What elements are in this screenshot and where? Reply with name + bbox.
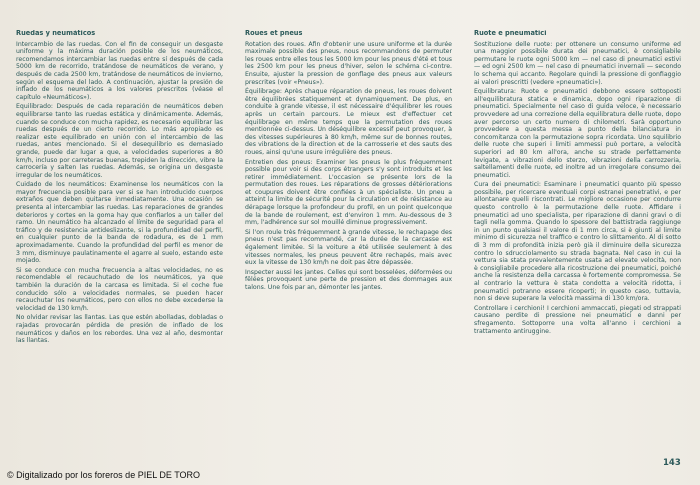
scan-credit: © Digitalizado por los foreros de PIEL DE TORO — [7, 470, 201, 480]
paragraph: Si l'on roule très fréquemment à grande vitesse, le rechapage des pneus n'est pas recommandé, car la durée de la carcasse est également limitée. Si la voiture a été utilisée seulement à des vitesses normales, les pneus peuvent être rechapés, mais avec eux la vitesse de 130 km/h ne doit pas être dépassée. — [245, 228, 452, 267]
paragraph: Cuidado de los neumáticos: Examinense los neumáticos con la mayor frecuencia posible para ver si se han introducido cuerpos extraños que deben quitarse inmediatamente. Una ocasión se presenta al intercambiar las ruedas. Las reparaciones de grandes deterioros y cortes en la goma hay que confiarlos a un taller del ramo. Un neumático ha alcanzado el límite de seguridad para el tráfico y de resistencia antideslizante, si la profundidad del perfil, en cualquier punto de la banda de rodadura, es de 1 mm aproximadamente. Cuando la profundidad del perfil es menor de 3 mm, disminuye paulatinamente el agarre al suelo, estando este mojado. — [16, 181, 223, 265]
paragraph: Inspecter aussi les jantes. Celles qui sont bosselées, déformées ou fêlées provoquent une perte de pression et des dommages aux talons. Une fois par an, démonter les jantes. — [245, 268, 452, 291]
text-column-italian — [474, 30, 681, 470]
section-heading: Ruote e pneumatici — [474, 30, 547, 37]
paragraph: Sostituzione delle ruote: per ottenere un consumo uniforme ed una maggior possibile durata dei pneumatici, è consigliabile permutare le ruote ogni 5000 km — nel caso di pneumatici estivi — ed ogni 2500 km — nel caso di pneumatici invernali — secondo lo schema qui accanto. Regolare quindi la pressione di gonfiaggio ai valori prescritti (vedere «pneumatici»). — [474, 40, 681, 86]
paragraph: Équilibrage: Après chaque réparation de pneus, les roues doivent être équilibrées statiquement et dynamiquement. De plus, en conduite à grande vitesse, il est nécessaire d'équilibrer les roues après un certain parcours. Le mieux est d'effectuer cet équilibrage en même temps que la permutation des roues mentionnée ci-dessus. Un déséquilibre excessif peut provoquer, à des vitesses supérieures à 80 km/h, même sur de bonnes routes, des vibrations de la direction et de la carrosserie et des sauts des roues, ainsi qu'une usure irrégulière des pneus. — [245, 88, 452, 156]
page-number: 143 — [663, 458, 681, 468]
paragraph: Controllare i cerchioni! I cerchioni ammaccati, piegati od strappati causano perdite di pressione nei pneumatici e danni per sfregamento. Sottoporre una volta all'anno i cerchioni a trattamento antiruggine. — [474, 304, 681, 335]
section-heading: Roues et pneus — [245, 30, 303, 37]
paragraph: No olvidar revisar las llantas. Las que estén abolladas, dobladas o rajadas provocarán pérdida de presión de inflado de los neumáticos y daños en los rebordes. Una vez al año, desmontar las llantas. — [16, 314, 223, 345]
paragraph: Rotation des roues. Afin d'obtenir une usure uniforme et la durée maximale possible des pneus, nous recommandons de permuter les roues entre elles tous les 5000 km pour les pneus d'été et tous les 2500 km pour les pneus d'hiver, selon le schéma ci-contre. Ensuite, ajuster la pression de gonflage des pneus aux valeurs prescrites (voir «Pneus»). — [245, 40, 452, 86]
text-column-french — [245, 30, 452, 475]
text-column-spanish — [16, 30, 223, 450]
paragraph: Cura dei pneumatici: Esaminare i pneumatici quanto più spesso possibile, per ricercare eventuali corpi estranei penetrativi, e per allontanare quelli riscontrati. Le migliore occasione per condurre questo controllo è la permutazione delle ruote. Affidare i pneumatici ad uno specialista, per riparazione di danni gravi o di tagli nella gomma. Quando lo spessore del battistrada raggiunge in un punto qualsiasi il valore di 1 mm circa, si è giunti al limite minimo di sicurezza nel traffico e contro lo slittamento. Al di sotto di 3 mm di profondità inizia però già il diminuire della sicurezza contro lo sdrucciolamento su strada bagnata. Nel caso in cui la vettura sia stata prevalentemente usata ad elevate velocità, non è consigliabile procedere alla ricostruzione dei pneumatici, poiché anche la resistenza della carcassa è fortemente compromessa. Se al contrario la vettura è stata condotta a velocità ridotta, i pneumatici potranno essere ricoperti; in questo caso, tuttavia, non si deve superare la velocità massima di 130 km/ora. — [474, 181, 681, 303]
section-heading: Ruedas y neumáticos — [16, 30, 96, 37]
paragraph: Intercambio de las ruedas. Con el fin de conseguir un desgaste uniforme y la máxima duración posible de los neumáticos, recomendamos intercambiar las ruedas entre sí después de cada 5000 km de recorrido, tratándose de neumáticos de verano, y después de cada 2500 km, tratándose de neumáticos de invierno, según el esquema del lado. A continuación, ajustar la presión de inflado de los neumáticos a los valores prescritos (véase el capítulo «Neumáticos»). — [16, 40, 223, 101]
paragraph: Equilibratura: Ruote e pneumatici debbono essere sottoposti all'equilibratura statica e dinamica, dopo ogni riparazione di pneumatici. Specialmente nel caso di guida veloce, è necessario provvedere ad una correzione della equilibratura delle ruote, dopo aver percorso un certo numero di chilometri. Sarà opportuno provvedere a questa messa a punto della bilanciatura in concomitanza con la permutazione sopra ricordata. Uno squilibrio delle ruote che superi i limiti ammessi può portare, a velocità superiori ad 80 km all'ora, anche su strade perfettamente levigate, a vibrazioni dello sterzo, vibrazioni della carrozzeria, saltellamenti delle ruote, ed inoltre ad un irregolare consumo dei pneumatici. — [474, 88, 681, 179]
paragraph: Equilibrado: Después de cada reparación de neumáticos deben equilibrarse tanto las ruedas estática y dinámicamente. Además, cuando se conduce con mucha rapidez, es necesario equilibrar las ruedas después de un cierto recorrido. Lo más apropiado es realizar este equilibrado en unión con el intercambio de las ruedas, antes mencionado. Si el desequilibrio es demasiado grande, puede dar lugar a que, a velocidades superiores a 80 km/h, incluso por carreteras buenas, trepiden la dirección, vibre la carrocería y salten las ruedas. Además, se origina un desgaste irregular de los neumáticos. — [16, 103, 223, 179]
paragraph: Si se conduce con mucha frecuencia a altas velocidades, no es recomendable el recauchutado de los neumáticos, ya que también la duración de la carcasa es limitada. Si el coche fue conducido sólo a velocidades normales, se pueden hacer recauchutar los neumáticos, pero con ellos no debe excederse la velocidad de 130 km/h. — [16, 266, 223, 312]
paragraph: Entretien des pneus: Examiner les pneus le plus fréquemment possible pour voir si des corps étrangers s'y sont introduits et les retirer immédiatement. L'occasion se présente lors de la permutation des roues. Les réparations de grosses détériorations et coupures doivent être confiées à un spécialiste. Un pneu a atteint la limite de sécurité pour la circulation et de résistance au dérapage lorsque la profondeur du profil, en un point quelconque de la bande de roulement, est d'environ 1 mm. Au-dessous de 3 mm, l'adhérence sur sol mouillé diminue progressivement. — [245, 158, 452, 227]
